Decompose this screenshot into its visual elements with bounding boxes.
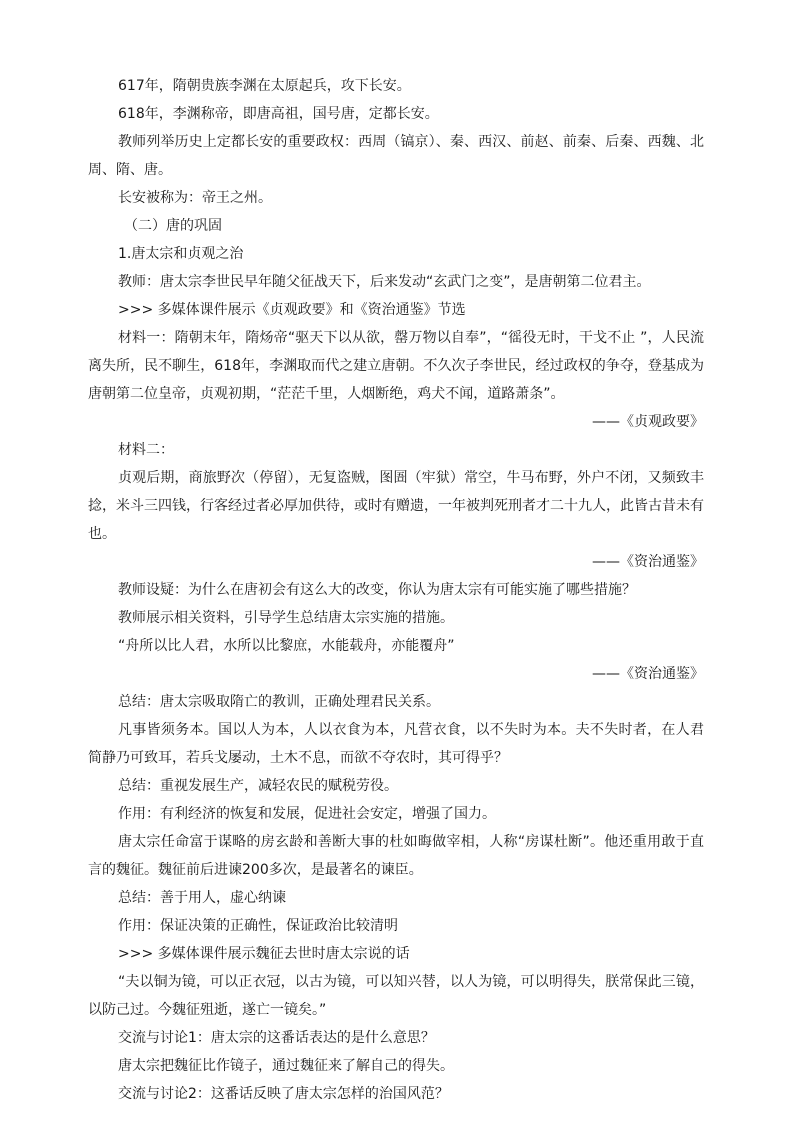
quote-agriculture: 凡事皆须务本。国以人为本，人以衣食为本，凡营衣食，以不失时为本。夫不失时者，在人君简静乃可致耳，若兵戈屡动，土木不息，而欲不夺农时，其可得乎？: [88, 722, 704, 766]
discussion-two: 交流与讨论2：这番话反映了唐太宗怎样的治国风范？: [118, 1086, 449, 1102]
effect-politics: 作用：保证决策的正确性，保证政治比较清明: [118, 918, 398, 934]
material-two-text: 贞观后期，商旅野次（停留），无复盗贼，图圄（牢狱）常空，牛马布野，外户不闭，又频致丰捻，米斗三四钱，行客经过者必厚加供待，或时有赠遗，一年被判死刑者才二十九人，此皆古昔未有也。: [88, 470, 704, 542]
teacher-question: 教师设疑：为什么在唐初会有这么大的改变，你认为唐太宗有可能实施了哪些措施？: [118, 582, 636, 598]
effect-economy: 作用：有利经济的恢复和发展，促进社会安定，增强了国力。: [118, 806, 496, 822]
source-zizhi-1: ——《资治通鉴》: [592, 554, 704, 570]
multimedia-note-1: >>> 多媒体课件展示《贞观政要》和《资治通鉴》节选: [118, 302, 466, 318]
subsection-heading: 1.唐太宗和贞观之治: [118, 246, 244, 262]
source-zizhi-2: ——《资治通鉴》: [592, 666, 704, 682]
paragraph-changan: 长安被称为：帝王之州。: [118, 190, 272, 206]
section-heading: （二）唐的巩固: [124, 218, 222, 234]
paragraph-ministers: 唐太宗任命富于谋略的房玄龄和善断大事的杜如晦做宰相，人称“房谋杜断”。他还重用敢于直言的魏征。魏征前后进谏200多次，是最著名的谏臣。: [88, 834, 704, 878]
summary-talent: 总结：善于用人，虚心纳谏: [118, 890, 286, 906]
material-two-label: 材料二：: [118, 442, 174, 458]
paragraph-capitals: 教师列举历史上定都长安的重要政权：西周（镐京）、秦、西汉、前赵、前秦、后秦、西魏、北周、隋、唐。: [88, 134, 704, 178]
material-one: 材料一：隋朝末年，隋炀帝“驱天下以从欲，罄万物以自奉”，“徭役无时，干戈不止 ”，人民流离失所，民不聊生，618年，李渊取而代之建立唐朝。不久次子李世民，经过政权的争夺，登基成为唐朝第二位皇帝，贞观初期，“茫茫千里，人烟断绝，鸡犬不闻，道路萧条”。: [88, 330, 704, 402]
discussion-one-answer: 唐太宗把魏征比作镜子，通过魏征来了解自己的得失。: [118, 1058, 454, 1074]
source-zhenguan: ——《贞观政要》: [592, 414, 704, 430]
paragraph-teacher-intro: 教师：唐太宗李世民早年随父征战天下，后来发动“玄武门之变”，是唐朝第二位君主。: [118, 274, 651, 290]
discussion-one: 交流与讨论1：唐太宗的这番话表达的是什么意思？: [118, 1030, 435, 1046]
summary-people: 总结：唐太宗吸取隋亡的教训，正确处理君民关系。: [118, 694, 440, 710]
quote-boat: “舟所以比人君，水所以比黎庶，水能载舟，亦能覆舟”: [118, 638, 455, 654]
teacher-guide: 教师展示相关资料，引导学生总结唐太宗实施的措施。: [118, 610, 454, 626]
summary-production: 总结：重视发展生产，减轻农民的赋税劳役。: [118, 778, 398, 794]
document-page: [88, 72, 704, 1108]
multimedia-note-2: >>> 多媒体课件展示魏征去世时唐太宗说的话: [118, 946, 410, 962]
quote-mirror: “夫以铜为镜，可以正衣冠，以古为镜，可以知兴替，以人为镜，可以明得失，朕常保此三镜，以防己过。今魏征殂逝，遂亡一镜矣。”: [88, 974, 704, 1018]
paragraph-618: 618年，李渊称帝，即唐高祖，国号唐，定都长安。: [118, 106, 439, 122]
paragraph-617: 617年，隋朝贵族李渊在太原起兵，攻下长安。: [118, 78, 411, 94]
